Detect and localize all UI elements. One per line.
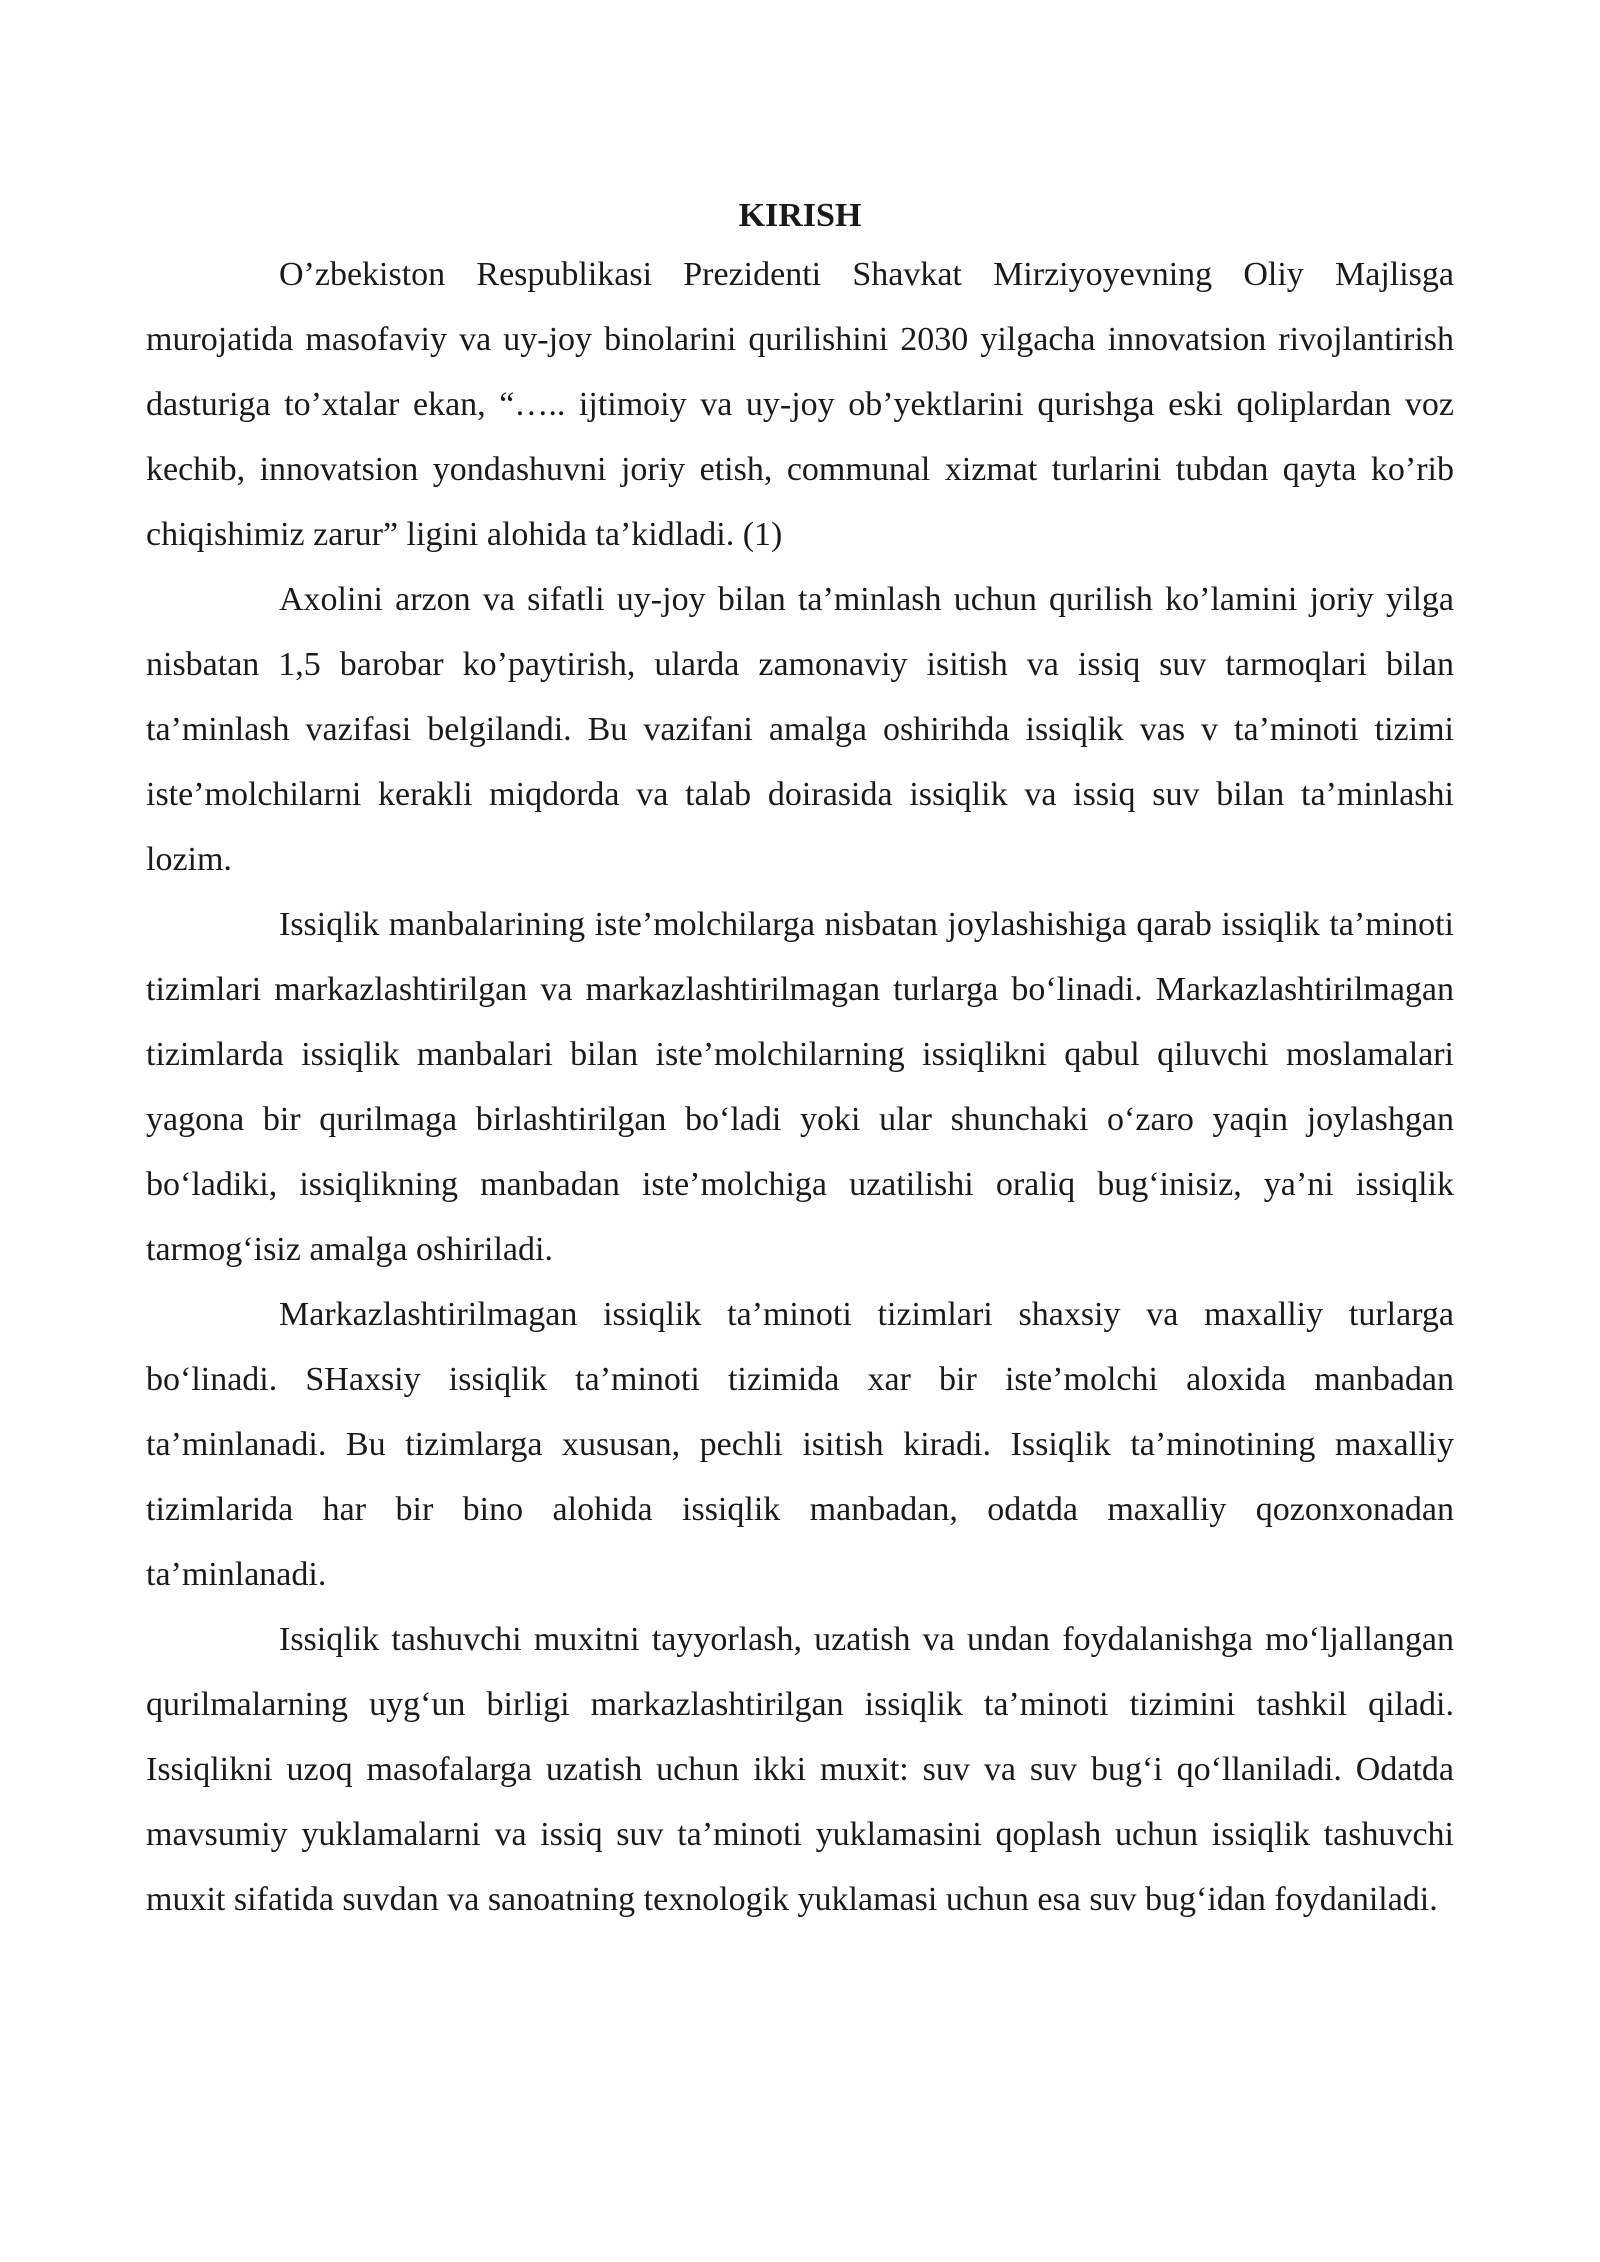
paragraph-5: Issiqlik tashuvchi muxitni tayyorlash, uzatish va undan foydalanishga mo‘ljallangan qurilmalarning uyg‘un birligi markazlashtirilgan issiqlik ta’minoti tizimini tashkil qiladi. Issiqlikni uzoq masofalarga uzatish uchun ikki muxit: suv va suv bug‘i qo‘llaniladi. Odatda mavsumiy yuklamalarni va issiq suv ta’minoti yuklamasini qoplash uchun issiqlik tashuvchi muxit sifatida suvdan va sanoatning texnologik yuklamasi uchun esa suv bug‘idan foydaniladi. (146, 1621, 1454, 1918)
paragraph-1: O’zbekiston Respublikasi Prezidenti Shavkat Mirziyoyevning Oliy Majlisga murojatida masofaviy va uy-joy binolarini qurilishini 2030 yilgacha innovatsion rivojlantirish dasturiga to’xtalar ekan, “….. ijtimoiy va uy-joy ob’yektlarini qurishga eski qoliplardan voz kechib, innovatsion yondashuvni joriy etish, communal xizmat turlarini tubdan qayta ko’rib chiqishimiz zarur” ligini alohida ta’kidladi. (1) (146, 256, 1454, 553)
section-heading: KIRISH (738, 197, 862, 234)
document-body (146, 190, 1454, 1932)
paragraph-4: Markazlashtirilmagan issiqlik ta’minoti tizimlari shaxsiy va maxalliy turlarga bo‘linadi. SHaxsiy issiqlik ta’minoti tizimida xar bir iste’molchi aloxida manbadan ta’minlanadi. Bu tizimlarga xususan, pechli isitish kiradi. Issiqlik ta’minotining maxalliy tizimlarida har bir bino alohida issiqlik manbadan, odatda maxalliy qozonxonadan ta’minlanadi. (146, 1296, 1454, 1593)
paragraph-2: Axolini arzon va sifatli uy-joy bilan ta’minlash uchun qurilish ko’lamini joriy yilga nisbatan 1,5 barobar ko’paytirish, ularda zamonaviy isitish va issiq suv tarmoqlari bilan ta’minlash vazifasi belgilandi. Bu vazifani amalga oshirihda issiqlik vas v ta’minoti tizimi iste’molchilarni kerakli miqdorda va talab doirasida issiqlik va issiq suv bilan ta’minlashi lozim. (146, 581, 1454, 878)
paragraph-3: Issiqlik manbalarining iste’molchilarga nisbatan joylashishiga qarab issiqlik ta’minoti tizimlari markazlashtirilgan va markazlashtirilmagan turlarga bo‘linadi. Markazlashtirilmagan tizimlarda issiqlik manbalari bilan iste’molchilarning issiqlikni qabul qiluvchi moslamalari yagona bir qurilmaga birlashtirilgan bo‘ladi yoki ular shunchaki o‘zaro yaqin joylashgan bo‘ladiki, issiqlikning manbadan iste’molchiga uzatilishi oraliq bug‘inisiz, ya’ni issiqlik tarmog‘isiz amalga oshiriladi. (146, 906, 1454, 1268)
